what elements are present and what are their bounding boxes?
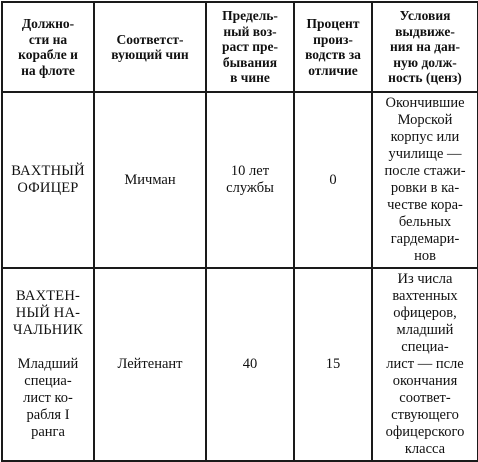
table-row xyxy=(2,92,478,268)
header-row xyxy=(2,2,478,92)
cell-position xyxy=(2,268,94,461)
header-conditions: Условия выдвиже- ния на дан- ную долж- ность (ценз) xyxy=(372,2,478,92)
position-subtitle: Младший специа- лист ко- рабля I ранга xyxy=(17,356,79,440)
header-percent: Процент произ- водств за отличие xyxy=(294,2,372,92)
ranks-table xyxy=(1,1,478,462)
cell-percent: 15 xyxy=(294,268,372,461)
cell-position xyxy=(2,92,94,268)
cell-max-age: 40 xyxy=(206,268,294,461)
position-title: ВАХТЕН- НЫЙ НА- ЧАЛЬНИК xyxy=(12,288,84,338)
cell-percent: 0 xyxy=(294,92,372,268)
cell-rank: Мичман xyxy=(94,92,206,268)
header-position: Должно- сти на корабле и на флоте xyxy=(2,2,94,92)
cell-rank: Лейтенант xyxy=(94,268,206,461)
header-rank: Соответст- вующий чин xyxy=(94,2,206,92)
cell-conditions: Из числа вахтенных офицеров, младший специа- лист — псле окончания соответ- ствующего офицерского класса xyxy=(372,268,478,461)
cell-conditions: Окончившие Морской корпус или училище — после стажи- ровки в ка- честве кора- бельных гардемари- нов xyxy=(372,92,478,268)
position-title: ВАХТНЫЙ ОФИЦЕР xyxy=(11,163,85,196)
header-max-age: Предель- ный воз- раст пре- бывания в чине xyxy=(206,2,294,92)
table-row xyxy=(2,268,478,461)
cell-max-age: 10 лет службы xyxy=(206,92,294,268)
